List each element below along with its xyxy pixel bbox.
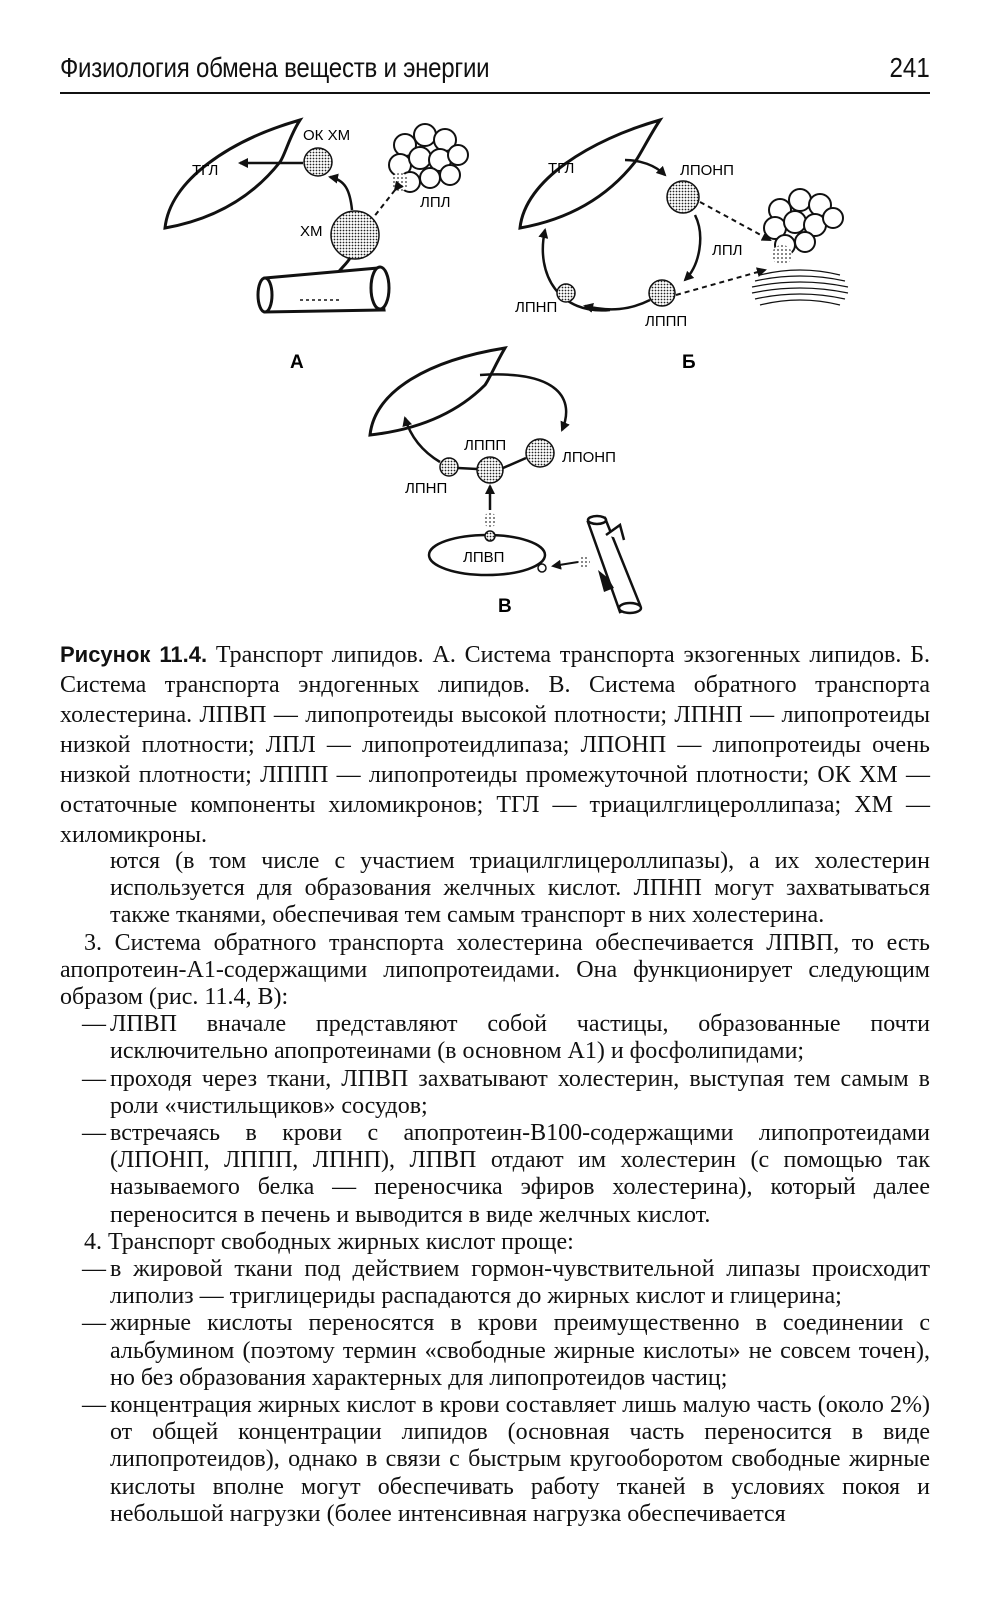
label-lponp-v: ЛПОНП [562,449,616,466]
liver-shape-a [165,120,300,228]
connector-v-2 [503,458,526,468]
panel-a [165,120,468,373]
cholesterol-dots [483,513,497,527]
body-text [60,848,930,1528]
caption-lead: Рисунок 11.4. [60,642,208,667]
page-header [60,52,930,94]
liver-shape-b [520,120,660,228]
label-lpnp-b: ЛПНП [515,299,558,316]
paragraph-item-3: 3. Система обратного транспорта холестерина обеспечивается ЛПВП, то есть апопротеин-А1-содержащими липопротеидами. Она функционирует следующим образом (рис. 11.4, В): [60,929,930,1011]
arrow-hm-to-ok-hm [330,177,352,210]
label-lponp-b: ЛПОНП [680,162,734,179]
arrow-lppp-to-lpnp [585,300,650,309]
list-dash: — [82,1392,106,1419]
label-hm: ХМ [300,223,323,240]
list-dash: — [82,1256,106,1283]
list-item: — в жировой ткани под действием гормон-чувствительной липазы происходит липолиз — триглицериды распадаются до жирных кислот и глицерина; [82,1256,930,1310]
list-dash: — [82,1065,106,1092]
list-item-4 [60,1256,930,1528]
lpvp-small-particle [538,564,546,572]
lpnp-particle-b [557,284,575,302]
caption-text: Транспорт липидов. А. Система транспорта экзогенных липидов. Б. Система транспорта эндогенных липидов. В. Система обратного транспорта холестерина. ЛПВП — липопротеиды высокой плотности; ЛПНП — липопротеиды низкой плотности; ЛПЛ — липопротеидлипаза; ЛПОНП — липопротеиды очень низкой плотности; ЛППП — липопротеиды промежуточной плотности; ОК ХМ — остаточные компоненты хиломикронов; ТГЛ — триацилглицероллипаза; ХМ —хиломикроны. [60,642,930,848]
arrow-loop-to-lponp [480,374,566,430]
panel-label-a: А [290,352,304,373]
label-lpl-a: ЛПЛ [420,194,451,211]
lpl-enzyme-a [391,173,409,191]
label-lpnp-v: ЛПНП [405,480,448,497]
panel-label-b: Б [682,352,696,373]
paragraph-continuation: ются (в том числе с участием триацилглицероллипазы), а их холестерин используется для образования желчных кислот. ЛПНП могут захватываться также тканями, обеспечивая тем самым транспорт в них холестерина. [110,848,930,929]
connector-v-1 [458,468,477,469]
lipid-transport-figure [0,100,988,630]
panel-b [515,120,848,373]
arrow-vessel-to-lpvp [553,562,578,566]
ok-hm-particle [304,148,332,176]
list-dash: — [82,1120,106,1147]
list-item: — ЛПВП вначале представляют собой частицы, образованные почти исключительно апопротеинами (в основном А1) и фосфолипидами; [82,1011,930,1065]
list-item: — встречаясь в крови с апопротеин-В100-содержащими липопротеидами (ЛПОНП, ЛППП, ЛПНП), ЛПВП отдают им холестерин (с помощью так называемого белка — переносчика эфиров холестерина), который далее переносится в печень и выводится в виде желчных кислот. [82,1120,930,1228]
lpl-enzyme-b [772,245,792,265]
label-lpvp: ЛПВП [463,549,505,566]
arrow-lponp-to-lppp [685,215,700,280]
muscle-fibers [752,270,848,305]
dashed-lpl-to-hm [373,190,395,218]
label-lpl-b: ЛПЛ [712,242,743,259]
liver-shape-v [370,348,505,435]
list-item: — жирные кислоты переносятся в крови преимущественно в соединении с альбумином (поэтому термин «свободные жирные кислоты» не совсем точен), но без образования характерных для липопротеидов частиц; [82,1310,930,1391]
lppp-particle-v [477,457,503,483]
label-tgl-b: ТГЛ [548,160,575,177]
lpvp-particle [485,531,495,541]
dashed-lponp-to-lpl [700,202,770,240]
cholesterol-dots-vessel [578,556,590,568]
fat-cluster-b [764,189,843,255]
hm-particle [331,211,379,259]
intestine-vessel [258,267,389,312]
lponp-particle-b [667,181,699,213]
lpnp-particle-v [440,458,458,476]
label-ok-hm: ОК ХМ [303,127,351,144]
paragraph-item-4: 4. Транспорт свободных жирных кислот проще: [84,1228,574,1255]
running-title: Физиология обмена веществ и энергии [60,52,490,83]
lppp-particle-b [649,280,675,306]
list-item: — проходя через ткани, ЛПВП захватывают холестерин, выступая тем самым в роли «чистильщиков» сосудов; [82,1065,930,1119]
panel-label-v: В [498,596,512,617]
panel-v [370,348,641,617]
label-tgl-a: ТГЛ [192,162,219,179]
list-dash: — [82,1011,106,1038]
label-lppp-b: ЛППП [645,313,688,330]
list-item: — концентрация жирных кислот в крови составляет лишь малую часть (около 2%) от общей концентрации липидов (основная часть переносится в виде липопротеидов), однако в связи с быстрым кругооборотом свободные жирные кислоты вполне могут обеспечивать работу тканей в условиях покоя и небольшой нагрузки (более интенсивная нагрузка обеспечивается [82,1392,930,1527]
page-number: 241 [889,52,930,83]
figure-caption [60,640,930,850]
lponp-particle-v [526,439,554,467]
blood-vessel-v [588,516,641,613]
list-item-3 [60,1011,930,1229]
list-dash: — [82,1310,106,1337]
label-lppp-v: ЛППП [464,437,507,454]
